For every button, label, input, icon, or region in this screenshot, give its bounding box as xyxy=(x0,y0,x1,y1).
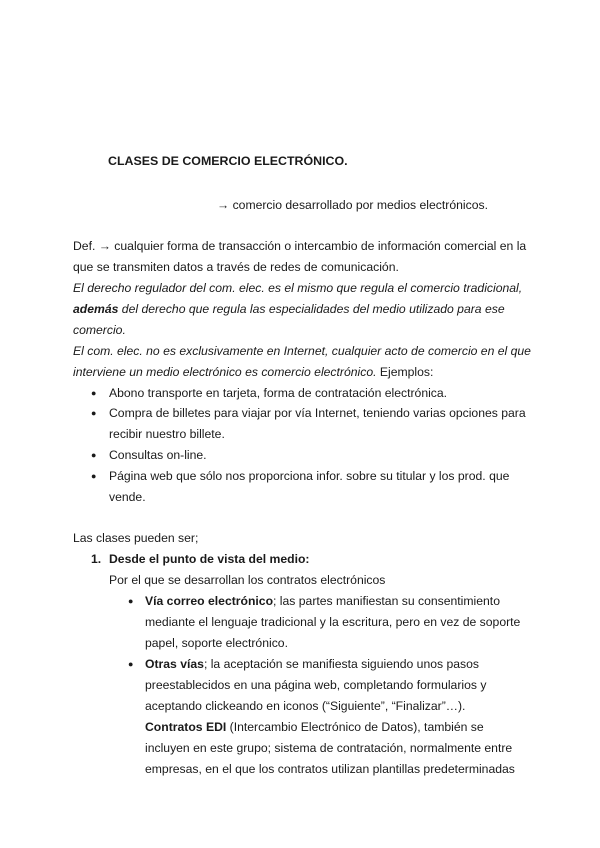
emphasis-bold: además xyxy=(73,302,119,316)
example-4-line-2: vende. xyxy=(109,490,146,504)
italic-para2-line-2: interviene un medio electrónico es comercio electrónico. Ejemplos: xyxy=(73,365,434,379)
italic-para1-line-1: El derecho regulador del com. elec. es el mismo que regula el comercio tradicional, xyxy=(73,281,523,295)
sub-item-1-line-3: papel, soporte electrónico. xyxy=(145,636,288,650)
numbered-item-number: 1. xyxy=(91,552,102,566)
bullet-icon: ● xyxy=(128,596,134,606)
sub-item-2-line-1: Otras vías; la aceptación se manifiesta siguiendo unos pasos xyxy=(145,657,480,671)
example-4-line-1: Página web que sólo nos proporciona infor. sobre su titular y los prod. que xyxy=(109,469,510,483)
sub-item-1-line-2: mediante el lenguaje tradicional y la escritura, pero en vez de soporte xyxy=(145,615,521,629)
example-2-line-2: recibir nuestro billete. xyxy=(109,427,225,441)
italic-para2-line-1: El com. elec. no es exclusivamente en Internet, cualquier acto de comercio en el que xyxy=(73,344,531,358)
definition-line-1: Def. → cualquier forma de transacción o intercambio de información comercial en la xyxy=(73,239,527,253)
bullet-icon: ● xyxy=(91,388,97,398)
numbered-item-heading: Desde el punto de vista del medio: xyxy=(109,552,310,566)
example-2-line-1: Compra de billetes para viajar por vía Internet, teniendo varias opciones para xyxy=(109,406,526,420)
italic-para1-line-3: comercio. xyxy=(73,323,126,337)
italic-para1-line-2: además del derecho que regula las especialidades del medio utilizado para ese xyxy=(73,302,505,316)
edi-line-3: empresas, en el que los contratos utilizan plantillas predeterminadas xyxy=(145,762,515,776)
numbered-item-sub: Por el que se desarrollan los contratos electrónicos xyxy=(109,573,386,587)
edi-line-1: Contratos EDI (Intercambio Electrónico de Datos), también se xyxy=(145,720,484,734)
page-title: CLASES DE COMERCIO ELECTRÓNICO. xyxy=(108,154,348,168)
bullet-icon: ● xyxy=(91,408,97,418)
sub-item-2-line-3: aceptando clickeando en iconos (“Siguiente”, “Finalizar”…). xyxy=(145,699,466,713)
bullet-icon: ● xyxy=(91,450,97,460)
example-3-line-1: Consultas on-line. xyxy=(109,448,207,462)
sub-item-2-line-2: preestablecidos en una página web, completando formularios y xyxy=(145,678,487,692)
edi-line-2: incluyen en este grupo; sistema de contratación, normalmente entre xyxy=(145,741,513,755)
bullet-icon: ● xyxy=(91,471,97,481)
subtitle: → comercio desarrollado por medios electrónicos. xyxy=(217,198,488,212)
classes-intro: Las clases pueden ser; xyxy=(73,531,199,545)
definition-line-2: que se transmiten datos a través de redes de comunicación. xyxy=(73,260,399,274)
bullet-icon: ● xyxy=(128,659,134,669)
sub-item-1-line-1: Vía correo electrónico; las partes manifiestan su consentimiento xyxy=(145,594,500,608)
example-1-line-1: Abono transporte en tarjeta, forma de contratación electrónica. xyxy=(109,386,448,400)
